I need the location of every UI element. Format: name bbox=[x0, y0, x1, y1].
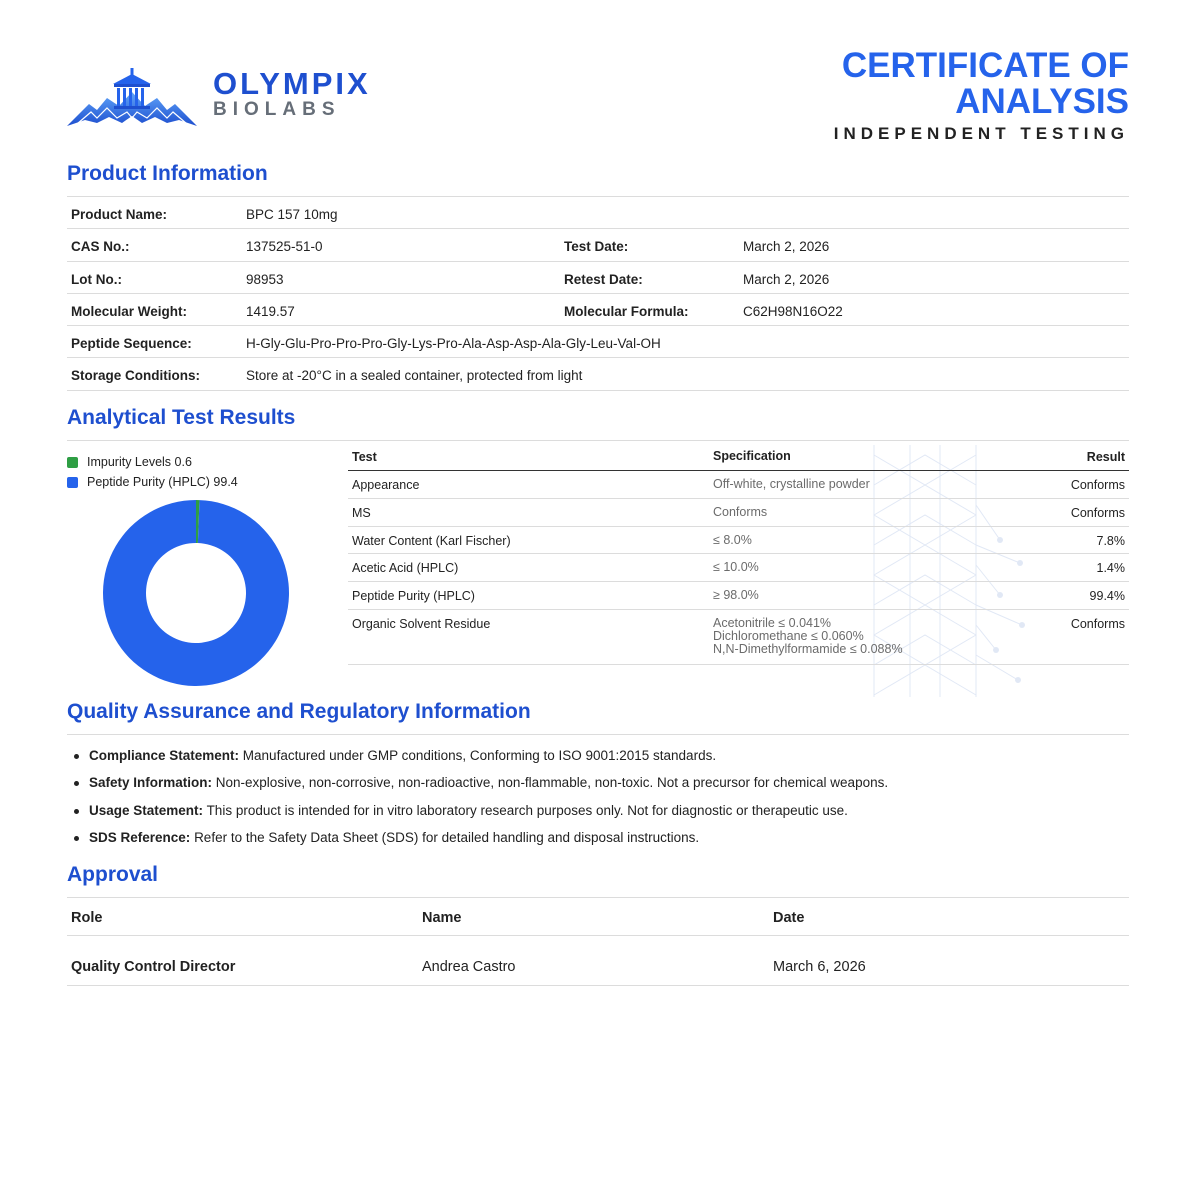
field-label: CAS No.: bbox=[71, 239, 130, 255]
qa-item-text: Non-explosive, non-corrosive, non-radioactive, non-flammable, non-toxic. Not a precursor for chemical weapons. bbox=[215, 775, 889, 791]
results-table-header bbox=[348, 444, 1129, 471]
test-specification bbox=[713, 506, 767, 519]
qa-title: Quality Assurance and Regulatory Information bbox=[67, 700, 531, 723]
product-info-row bbox=[67, 262, 1129, 294]
qa-item bbox=[89, 773, 1129, 800]
product-info-row bbox=[67, 197, 1129, 229]
specification-line: ≤ 10.0% bbox=[713, 560, 759, 575]
test-result: Conforms bbox=[1070, 616, 1125, 631]
mountain-temple-logo-icon bbox=[67, 68, 197, 130]
test-name: Acetic Acid (HPLC) bbox=[352, 561, 459, 576]
results-table-body bbox=[348, 471, 1129, 665]
approval-table-header bbox=[67, 898, 1129, 936]
field-label: Molecular Weight: bbox=[71, 303, 188, 319]
approval-title: Approval bbox=[67, 863, 159, 886]
field-label: Test Date: bbox=[564, 239, 629, 255]
header bbox=[67, 0, 1129, 160]
approval-table-body bbox=[67, 936, 1129, 986]
qa-item bbox=[89, 801, 1129, 828]
field-label: Peptide Sequence: bbox=[71, 336, 192, 352]
qa-item-text: Refer to the Safety Data Sheet (SDS) for detailed handling and disposal instructions. bbox=[194, 829, 700, 845]
specification-line: N,N-Dimethylformamide ≤ 0.088% bbox=[713, 641, 903, 656]
legend-swatch bbox=[67, 477, 78, 488]
legend-label: Impurity Levels 0.6 bbox=[87, 455, 192, 469]
legend-item bbox=[67, 452, 238, 472]
results-row bbox=[348, 554, 1129, 582]
field-label: Product Name: bbox=[71, 207, 168, 222]
brand-subname: BIOLABS bbox=[213, 99, 341, 120]
specification-line: ≥ 98.0% bbox=[713, 588, 759, 603]
specification-line: Acetonitrile ≤ 0.041% bbox=[713, 615, 832, 630]
approval-date: March 6, 2026 bbox=[773, 959, 866, 975]
product-info-title: Product Information bbox=[67, 162, 268, 185]
test-name: Organic Solvent Residue bbox=[352, 616, 491, 631]
test-name: Peptide Purity (HPLC) bbox=[352, 589, 475, 604]
approval-table bbox=[67, 897, 1129, 986]
field-value: Store at -20°C in a sealed container, protected from light bbox=[246, 368, 583, 384]
product-info-table bbox=[67, 196, 1129, 391]
header-specification: Specification bbox=[713, 449, 791, 463]
test-specification bbox=[713, 561, 759, 574]
test-specification bbox=[713, 617, 903, 656]
legend-swatch bbox=[67, 457, 78, 468]
approval-name: Andrea Castro bbox=[422, 959, 516, 975]
field-label: Molecular Formula: bbox=[564, 303, 689, 319]
product-info-row bbox=[67, 358, 1129, 390]
test-specification bbox=[713, 589, 759, 602]
test-name: Water Content (Karl Fischer) bbox=[352, 533, 511, 548]
field-label: Lot No.: bbox=[71, 271, 122, 287]
field-value: 1419.57 bbox=[246, 303, 295, 319]
field-value: March 2, 2026 bbox=[743, 239, 830, 255]
field-value: 98953 bbox=[246, 271, 284, 287]
specification-line: Dichloromethane ≤ 0.060% bbox=[713, 628, 864, 643]
results-row bbox=[348, 527, 1129, 555]
header-name: Name bbox=[422, 910, 462, 926]
purity-donut-chart bbox=[101, 498, 291, 688]
field-label: Retest Date: bbox=[564, 271, 643, 287]
qa-item-label: SDS Reference: bbox=[89, 829, 191, 845]
results-table bbox=[348, 444, 1129, 665]
results-row bbox=[348, 471, 1129, 499]
certificate-subtitle: INDEPENDENT TESTING bbox=[833, 124, 1129, 143]
test-result: 99.4% bbox=[1089, 589, 1125, 604]
chart-legend bbox=[67, 452, 238, 492]
specification-line: ≤ 8.0% bbox=[713, 532, 752, 547]
approval-role: Quality Control Director bbox=[71, 959, 236, 975]
qa-item-text: This product is intended for in vitro laboratory research purposes only. Not for diagnostic or therapeutic use. bbox=[206, 802, 848, 818]
specification-line: Conforms bbox=[713, 504, 768, 519]
qa-item-label: Compliance Statement: bbox=[89, 748, 240, 763]
qa-item-label: Safety Information: bbox=[89, 775, 213, 791]
donut-slice-peptide-purity-hplc bbox=[103, 500, 289, 686]
divider bbox=[67, 440, 1129, 441]
field-value: C62H98N16O22 bbox=[743, 303, 843, 319]
field-value: BPC 157 10mg bbox=[246, 207, 338, 222]
test-name: Appearance bbox=[352, 478, 420, 492]
header-role: Role bbox=[71, 910, 103, 926]
product-info-row bbox=[67, 326, 1129, 358]
qa-item-label: Usage Statement: bbox=[89, 802, 204, 818]
test-result: Conforms bbox=[1070, 505, 1125, 520]
legend-label: Peptide Purity (HPLC) 99.4 bbox=[87, 475, 238, 489]
test-specification bbox=[713, 478, 870, 491]
legend-item bbox=[67, 472, 238, 492]
test-result: 7.8% bbox=[1096, 533, 1125, 548]
test-result: Conforms bbox=[1070, 478, 1125, 492]
field-value: H-Gly-Glu-Pro-Pro-Pro-Gly-Lys-Pro-Ala-Asp-Asp-Ala-Gly-Leu-Val-OH bbox=[246, 336, 661, 352]
results-row bbox=[348, 610, 1129, 665]
results-row bbox=[348, 499, 1129, 527]
certificate-title: CERTIFICATE OF ANALYSIS bbox=[841, 46, 1129, 121]
specification-line: Off-white, crystalline powder bbox=[713, 477, 870, 491]
header-test: Test bbox=[352, 450, 377, 464]
header-date: Date bbox=[773, 910, 805, 926]
product-info-row bbox=[67, 294, 1129, 326]
qa-list bbox=[89, 746, 1129, 855]
header-result: Result bbox=[1086, 450, 1125, 464]
results-row bbox=[348, 582, 1129, 610]
divider bbox=[67, 734, 1129, 735]
field-label: Storage Conditions: bbox=[71, 368, 200, 384]
qa-item bbox=[89, 828, 1129, 855]
approval-row bbox=[67, 936, 1129, 986]
test-name: MS bbox=[352, 505, 371, 520]
analytical-results-title: Analytical Test Results bbox=[67, 406, 296, 429]
qa-item-text: Manufactured under GMP conditions, Conforming to ISO 9001:2015 standards. bbox=[242, 748, 717, 763]
field-value: 137525-51-0 bbox=[246, 239, 323, 255]
qa-item bbox=[89, 746, 1129, 773]
certificate-page bbox=[67, 0, 1129, 975]
test-result: 1.4% bbox=[1096, 561, 1125, 576]
product-info-row bbox=[67, 229, 1129, 261]
brand-name: OLYMPIX bbox=[213, 66, 371, 101]
field-value: March 2, 2026 bbox=[743, 271, 830, 287]
test-specification bbox=[713, 534, 752, 547]
